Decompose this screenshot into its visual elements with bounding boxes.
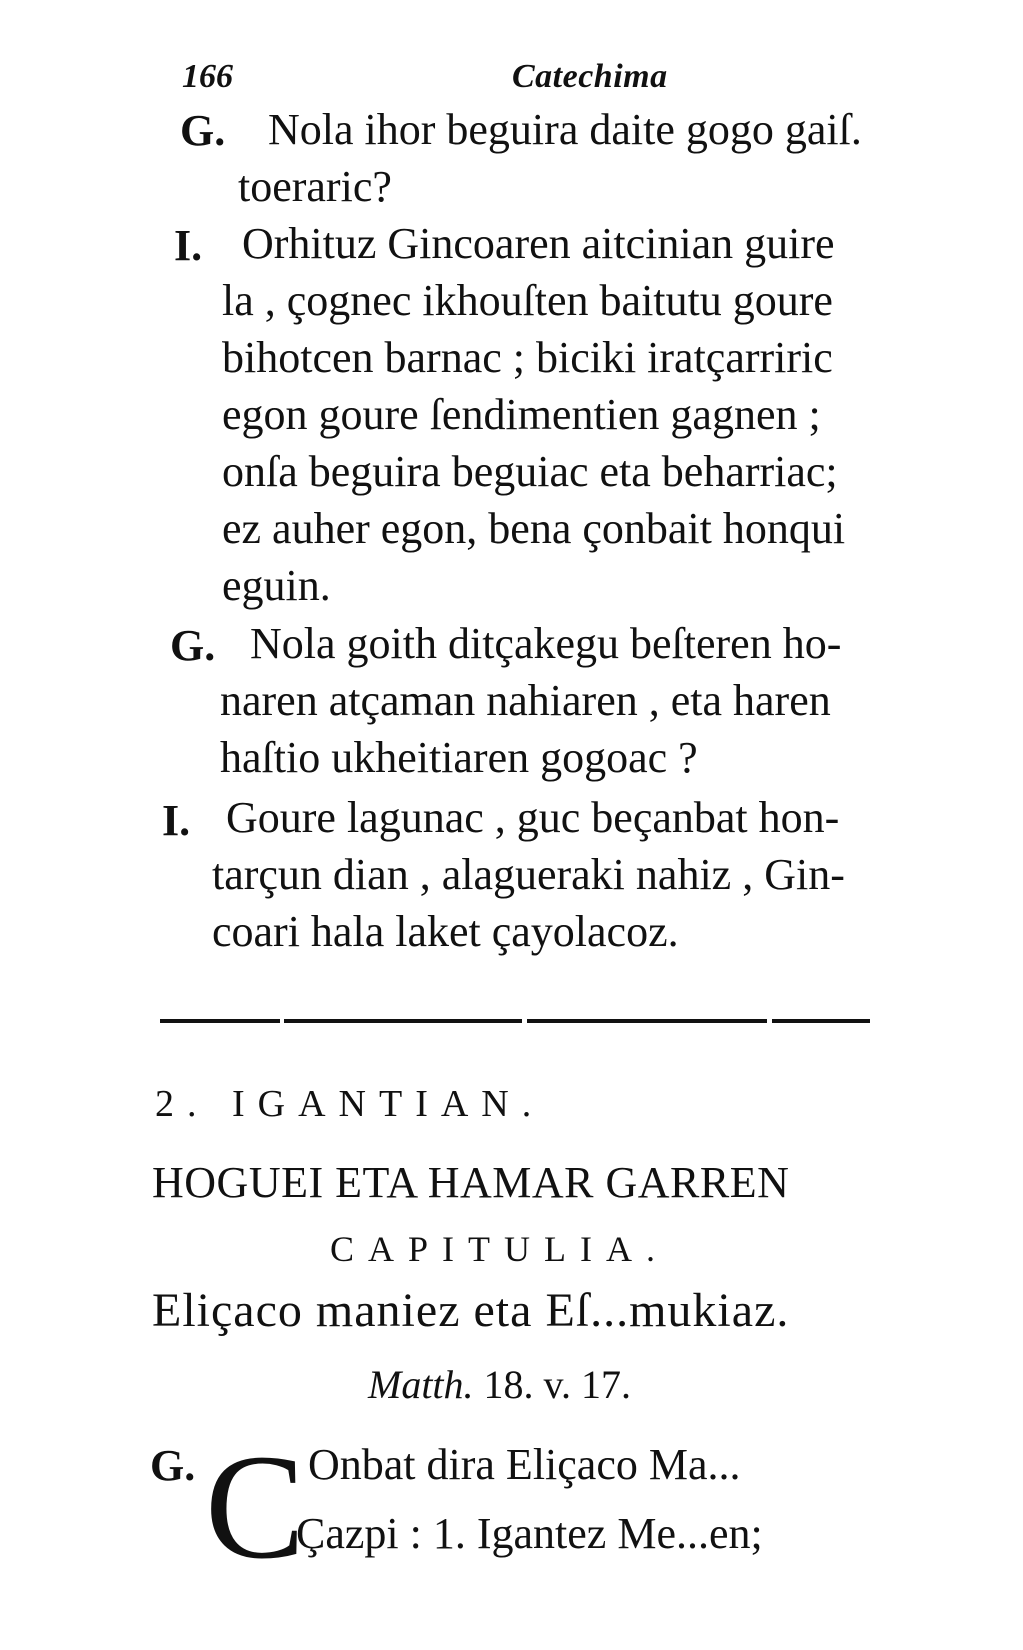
- chapter-subtitle: Eliçaco maniez eta Eſ...mukiaz.: [152, 1284, 790, 1337]
- text-line: haſtio ukheitiaren gogoac ?: [220, 733, 698, 782]
- text-line: Goure lagunac , guc beçanbat hon-: [226, 793, 840, 842]
- instruction-number: 2. IGANTIAN.: [155, 1083, 545, 1125]
- text-line: la , çognec ikhouſten baitutu goure: [222, 276, 833, 325]
- chapter-word: CAPITULIA.: [330, 1229, 669, 1269]
- speaker-label: G.: [180, 106, 226, 155]
- divider-segment: [160, 1019, 280, 1023]
- chapter-title: HOGUEI ETA HAMAR GARREN: [152, 1158, 790, 1207]
- speaker-label: I.: [162, 796, 191, 845]
- citation-book: Matth.: [368, 1362, 474, 1407]
- text-line: Onbat dira Eliçaco Ma...: [308, 1440, 741, 1489]
- page-number: 166: [182, 58, 233, 95]
- text-line: eguin.: [222, 561, 331, 610]
- text-line: coari hala laket çayolacoz.: [212, 907, 679, 956]
- text-line: tarçun dian , alagueraki nahiz , Gin-: [212, 850, 845, 899]
- text-line: Nola ihor beguira daite gogo gaiſ.: [268, 105, 862, 154]
- citation-numbers: 18. v. 17.: [483, 1362, 631, 1407]
- divider-segment: [527, 1019, 767, 1023]
- speaker-label: G.: [150, 1441, 196, 1490]
- text-line: egon goure ſendimentien gagnen ;: [222, 390, 821, 439]
- text-line: bihotcen barnac ; biciki iratçarriric: [222, 333, 833, 382]
- text-line: onſa beguira beguiac eta beharriac;: [222, 447, 838, 496]
- text-line: Nola goith ditçakegu beſteren ho-: [250, 619, 842, 668]
- text-line: ez auher egon, bena çonbait honqui: [222, 504, 846, 553]
- text-line: toeraric?: [238, 162, 392, 211]
- text-line: Çazpi : 1. Igantez Me...en;: [296, 1509, 763, 1558]
- drop-cap: C: [205, 1424, 306, 1590]
- text-line: Orhituz Gincoaren aitcinian guire: [242, 219, 835, 268]
- running-title: Catechima: [512, 58, 668, 95]
- speaker-label: I.: [174, 221, 203, 270]
- scripture-citation: [368, 1361, 631, 1408]
- divider-segment: [284, 1019, 522, 1023]
- text-line: naren atçaman nahiaren , eta haren: [220, 676, 831, 725]
- divider-segment: [772, 1019, 870, 1023]
- speaker-label: G.: [170, 621, 216, 670]
